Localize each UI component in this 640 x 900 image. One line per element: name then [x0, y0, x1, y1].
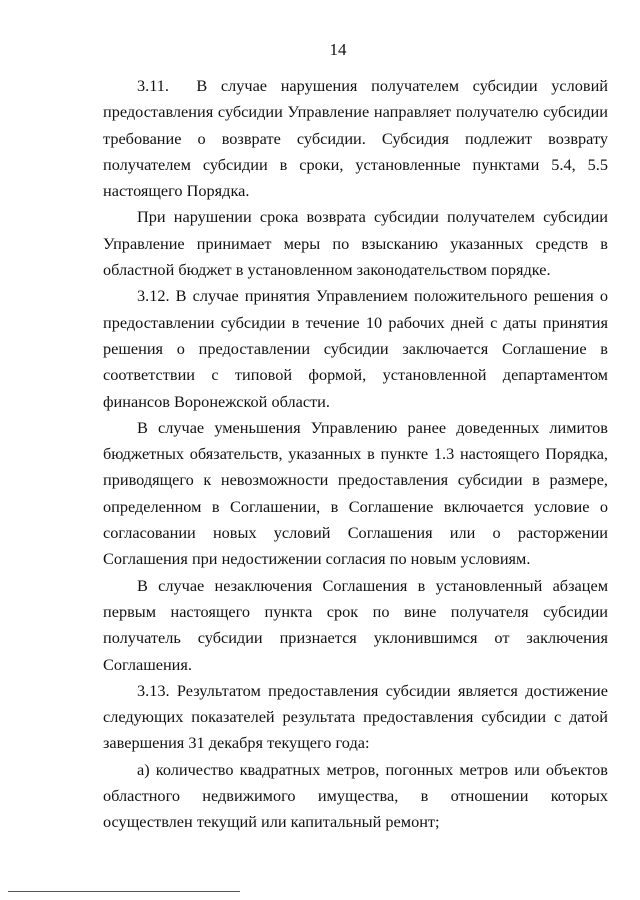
page-number: 14	[329, 40, 347, 59]
paragraph-3-12: 3.12. В случае принятия Управлением положительного решения о предоставлении субсидии в течение 10 рабочих дней с даты принятия решения о предоставлении субсидии заключается Соглашение в соответствии с типовой формой, установленной департаментом финансов Воронежской области.	[103, 286, 608, 411]
paragraph-3-13: 3.13. Результатом предоставления субсидии является достижение следующих показателей результата предоставления субсидии с датой завершения 31 декабря текущего года:	[103, 680, 608, 753]
paragraph-limits-reduction: В случае уменьшения Управлению ранее доведенных лимитов бюджетных обязательств, указанных в пункте 1.3 настоящего Порядка, приводящего к невозможности предоставления субсидии в размере, определенном в Соглашении, в Соглашение включается условие о согласовании новых условий Соглашения или о расторжении Соглашения при недостижении согласия по новым условиям.	[103, 417, 608, 569]
paragraph-agreement-evasion: В случае незаключения Соглашения в установленный абзацем первым настоящего пункта срок по вине получателя субсидии получатель субсидии признается уклонившимся от заключения Соглашения.	[103, 575, 608, 674]
paragraph-return-deadline-violation: При нарушении срока возврата субсидии получателем субсидии Управление принимает меры по взысканию указанных средств в областной бюджет в установленном законодательством порядке.	[103, 207, 608, 280]
footer-divider	[8, 891, 240, 892]
paragraph-3-11: 3.11. В случае нарушения получателем субсидии условий предоставления субсидии Управление направляет получателю субсидии требование о возврате субсидии. Субсидия подлежит возврату получателем субсидии в сроки, установленные пунктами 5.4, 5.5 настоящего Порядка.	[103, 76, 608, 201]
document-body	[103, 73, 608, 836]
paragraph-item-a: а) количество квадратных метров, погонных метров или объектов областного недвижимого имущества, в отношении которых осуществлен текущий или капитальный ремонт;	[103, 759, 608, 832]
